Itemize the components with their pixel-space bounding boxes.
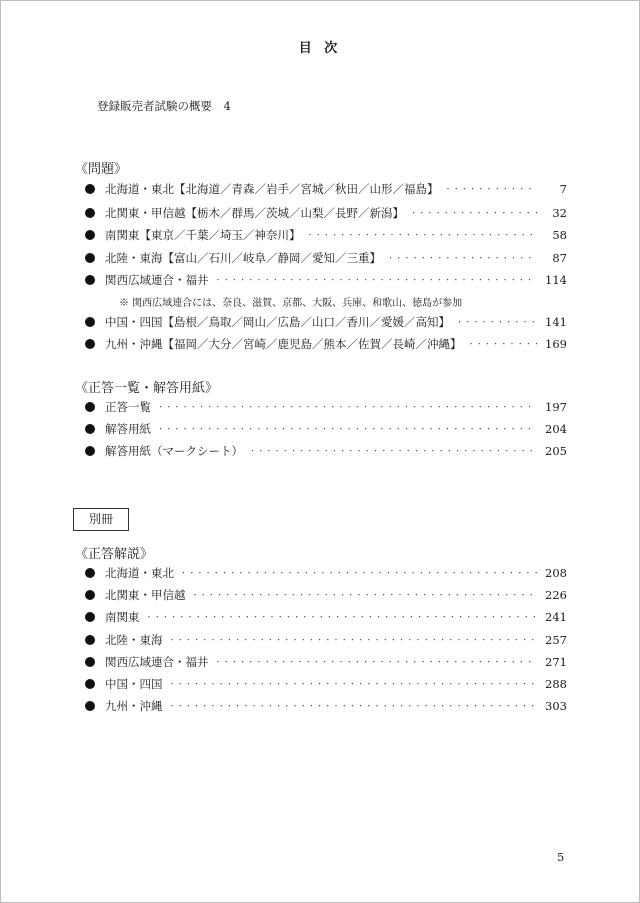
toc-entry[interactable] [85,421,567,437]
toc-entry-label: 九州・沖縄 [105,699,163,713]
toc-entry[interactable] [85,676,567,692]
bullet-icon [85,568,95,578]
toc-entry-page: 205 [545,444,567,458]
leader-dots [169,699,538,713]
toc-entry-page: 303 [545,699,567,713]
toc-entry[interactable] [85,336,567,352]
leader-dots [157,400,537,414]
toc-entry-label: 北海道・東北 [105,566,174,580]
bullet-icon [85,446,95,456]
leader-dots [146,610,538,624]
toc-entry[interactable] [85,565,567,581]
toc-entry[interactable] [85,181,567,197]
intro-line: 登録販売者試験の概要 4 [97,99,231,113]
toc-entry-label: 中国・四国 [105,677,163,691]
leader-dots [445,182,538,196]
bullet-icon [85,635,95,645]
toc-entry-page: 114 [545,273,567,287]
toc-entry-page: 257 [545,633,567,647]
toc-entry-page: 226 [545,588,567,602]
kansai-note: ※ 関西広域連合には、奈良、滋賀、京都、大阪、兵庫、和歌山、徳島が参加 [119,298,463,309]
toc-entry-page: 32 [552,206,567,220]
toc-entry-label: 正答一覧 [105,400,151,414]
toc-entry[interactable] [85,609,567,625]
toc-entry-page: 271 [545,655,567,669]
leader-dots [307,228,538,242]
bullet-icon [85,679,95,689]
toc-entry-label: 北陸・東海【富山／石川／岐阜／静岡／愛知／三重】 [105,251,381,265]
bullet-icon [85,253,95,263]
page-title: 目 次 [298,41,342,56]
toc-entry-page: 288 [545,677,567,691]
toc-entry-label: 解答用紙 [105,422,151,436]
toc-entry-page: 141 [545,315,567,329]
toc-entry[interactable] [85,654,567,670]
bullet-icon [85,317,95,327]
toc-entry-page: 7 [559,182,567,196]
toc-entry-label: 関西広域連合・福井 [105,273,209,287]
toc-entry[interactable] [85,314,567,330]
bullet-icon [85,402,95,412]
bullet-icon [85,590,95,600]
toc-entry-label: 南関東 [105,610,140,624]
toc-entry-label: 関西広域連合・福井 [105,655,209,669]
toc-entry-page: 58 [552,228,567,242]
bullet-icon [85,424,95,434]
toc-entry[interactable] [85,698,567,714]
toc-entry-page: 169 [545,337,567,351]
toc-entry-label: 北陸・東海 [105,633,163,647]
leader-dots [180,566,537,580]
toc-entry[interactable] [85,272,567,288]
leader-dots [249,444,537,458]
toc-entry-label: 北海道・東北【北海道／青森／岩手／宮城／秋田／山形／福島】 [105,182,439,196]
section-heading-explanations: 《正答解説》 [75,547,154,562]
toc-entry[interactable] [85,587,567,603]
page-number: 5 [557,850,565,864]
leader-dots [410,206,537,220]
bullet-icon [85,701,95,711]
toc-entry[interactable] [85,399,567,415]
leader-dots [157,422,537,436]
separate-volume-label: 別冊 [73,508,129,531]
leader-dots [215,655,538,669]
toc-entry-label: 九州・沖縄【福岡／大分／宮崎／鹿児島／熊本／佐賀／長崎／沖縄】 [105,337,462,351]
leader-dots [387,251,537,265]
toc-entry-page: 87 [552,251,567,265]
toc-entry-label: 北関東・甲信越 [105,588,186,602]
section-heading-problems: 《問題》 [75,162,128,177]
section-heading-answers: 《正答一覧・解答用紙》 [75,381,219,396]
bullet-icon [85,657,95,667]
leader-dots [468,337,538,351]
bullet-icon [85,208,95,218]
bullet-icon [85,612,95,622]
toc-entry[interactable] [85,443,567,459]
leader-dots [215,273,538,287]
bullet-icon [85,184,95,194]
bullet-icon [85,275,95,285]
bullet-icon [85,230,95,240]
leader-dots [169,677,538,691]
toc-entry-page: 241 [545,610,567,624]
toc-entry[interactable] [85,250,567,266]
bullet-icon [85,339,95,349]
toc-entry-label: 中国・四国【島根／鳥取／岡山／広島／山口／香川／愛媛／高知】 [105,315,450,329]
leader-dots [456,315,537,329]
toc-entry-label: 北関東・甲信越【栃木／群馬／茨城／山梨／長野／新潟】 [105,206,404,220]
toc-entry-page: 197 [545,400,567,414]
toc-entry[interactable] [85,632,567,648]
toc-entry[interactable] [85,227,567,243]
toc-entry-label: 解答用紙（マークシート） [105,444,243,458]
leader-dots [192,588,538,602]
toc-entry-page: 204 [545,422,567,436]
toc-entry-page: 208 [545,566,567,580]
leader-dots [169,633,538,647]
toc-entry-label: 南関東【東京／千葉／埼玉／神奈川】 [105,228,301,242]
toc-entry[interactable] [85,205,567,221]
